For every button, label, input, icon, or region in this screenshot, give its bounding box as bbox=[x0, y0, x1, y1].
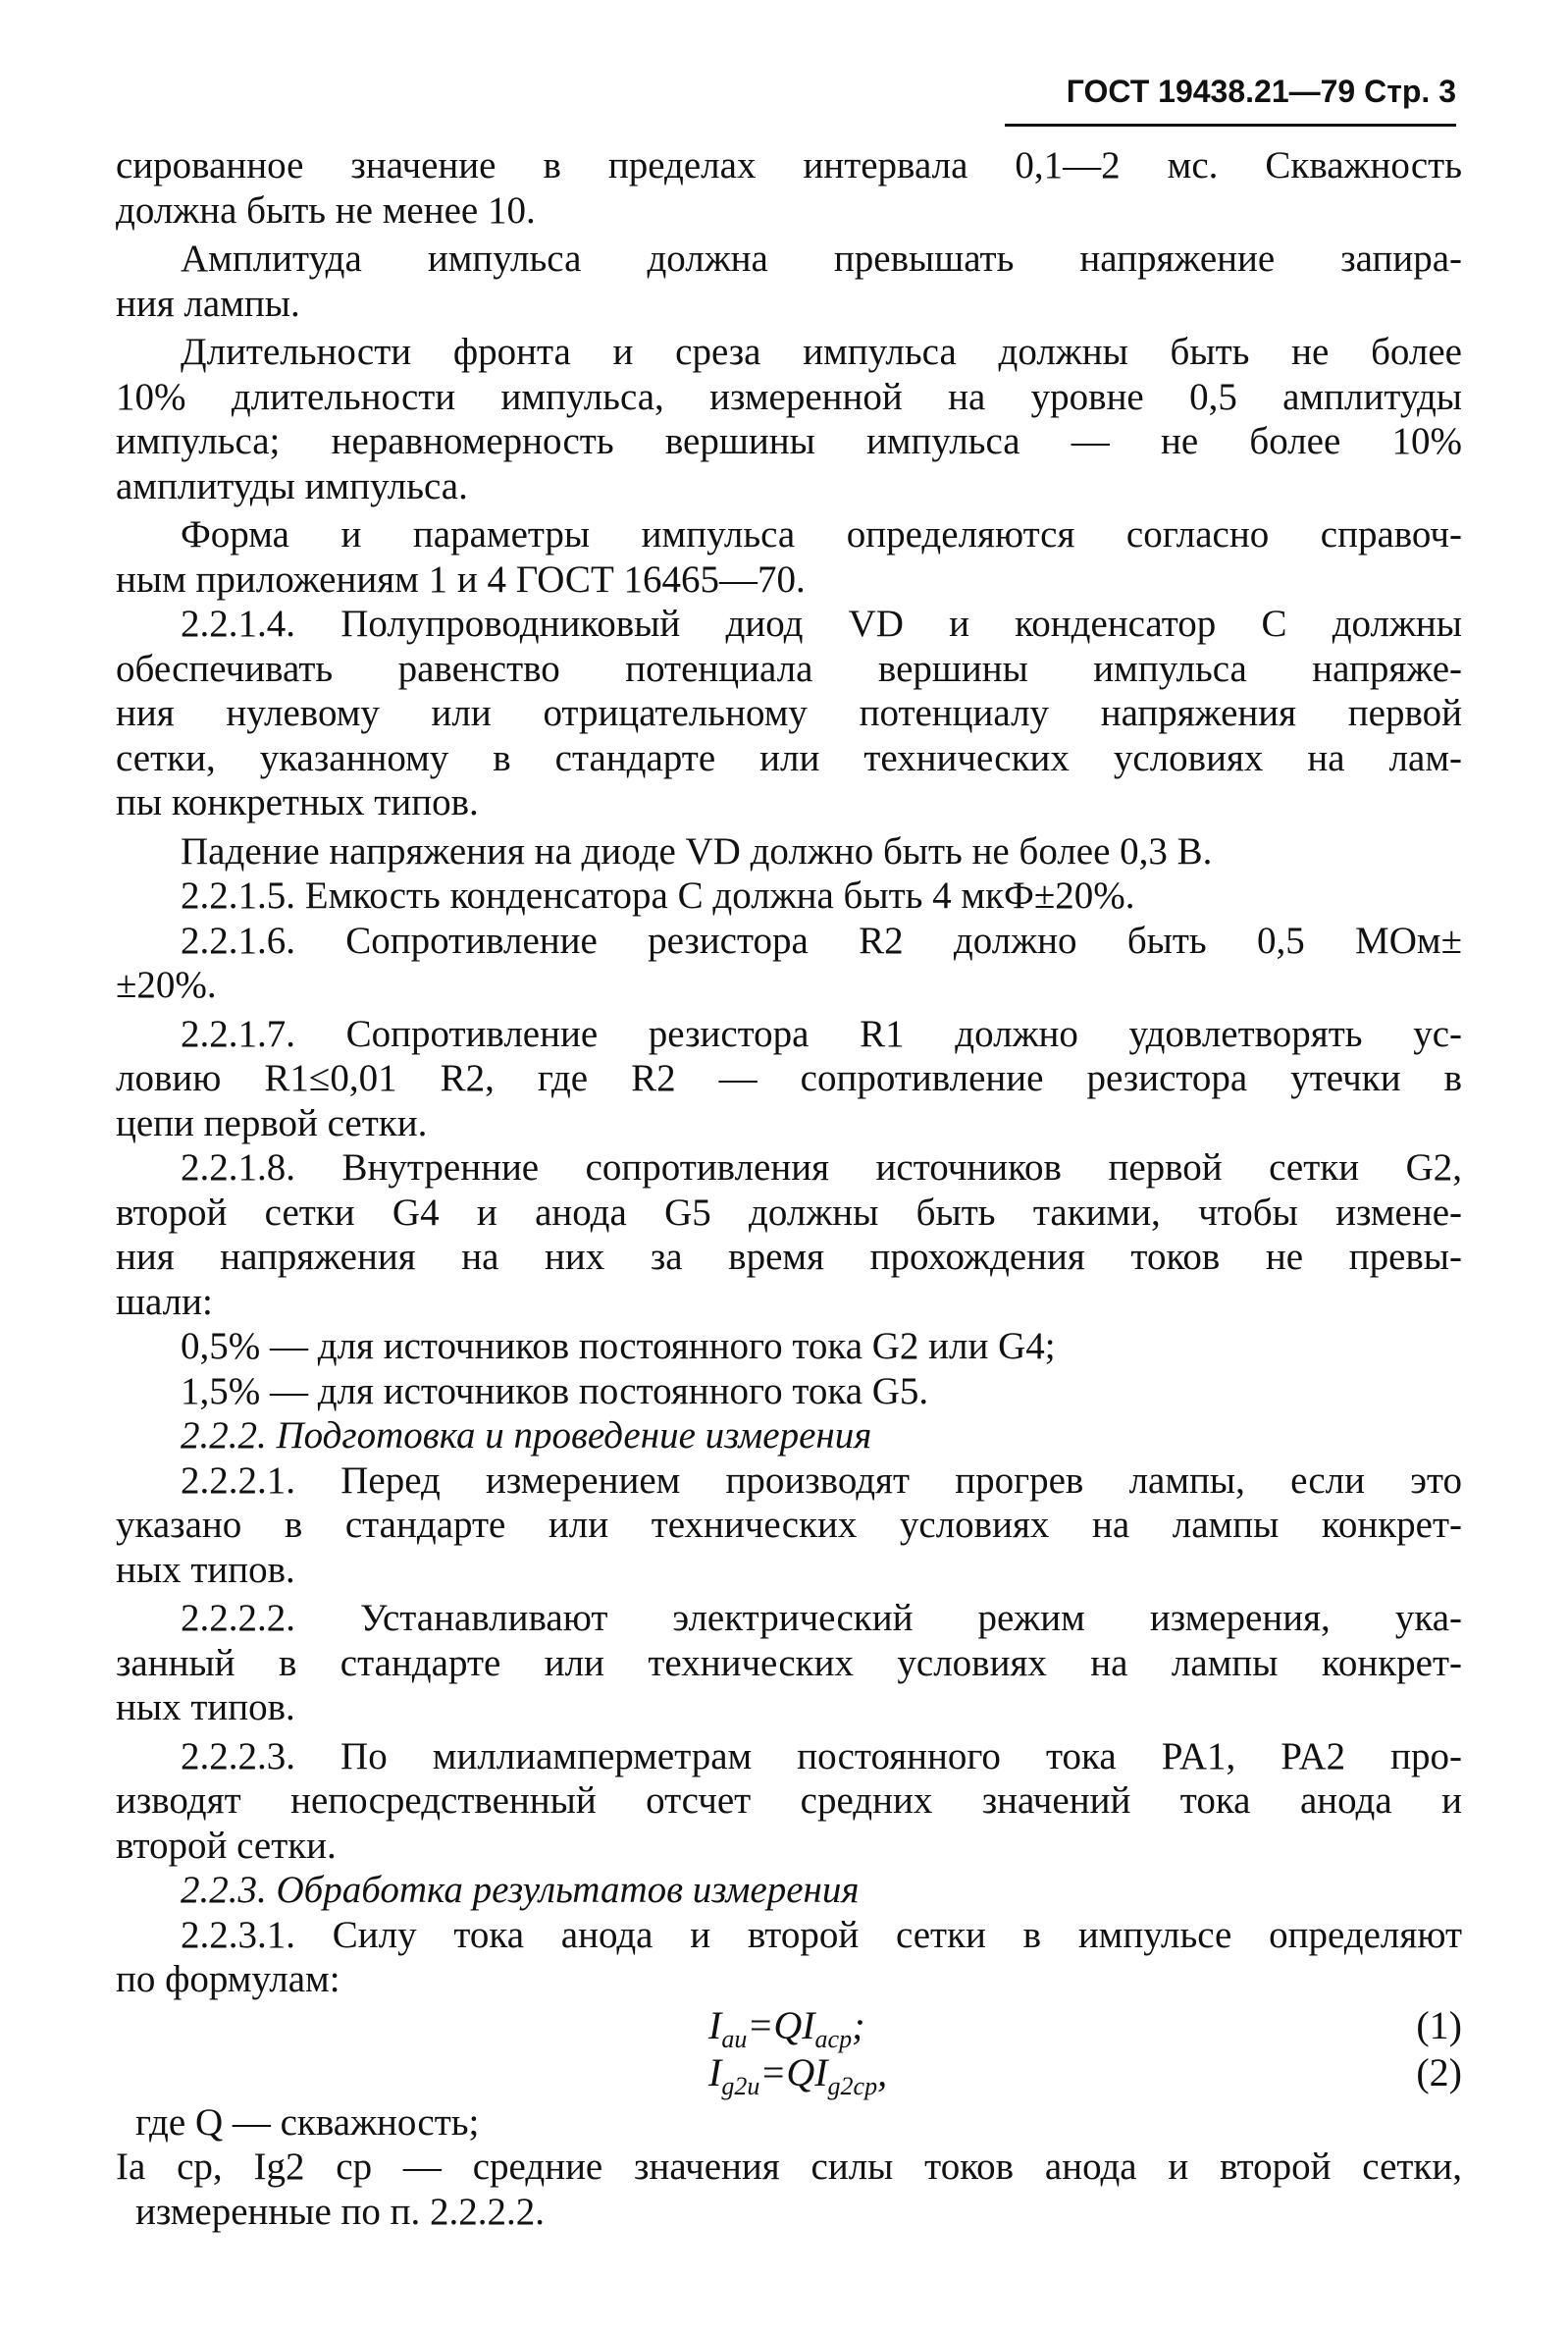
document-body bbox=[116, 143, 1462, 2234]
text-line: указано в стандарте или технических условиях на лампы конкрет- bbox=[116, 1504, 1462, 1546]
text-line: ных типов. bbox=[116, 1548, 295, 1591]
text-line: Амплитуда импульса должна превышать напряжение запира- bbox=[181, 238, 1462, 280]
text-line: 2.2.1.4. Полупроводниковый диод VD и конденсатор С должны bbox=[181, 603, 1462, 645]
text-line: 2.2.2.1. Перед измерением производят прогрев лампы, если это bbox=[181, 1458, 1462, 1502]
text-line: 2.2.2.3. По миллиамперметрам постоянного тока PA1, PA2 про- bbox=[181, 1734, 1462, 1777]
page-header: ГОСТ 19438.21—79 Стр. 3 bbox=[1005, 67, 1456, 127]
formula-1-expression: $I_{аи}=QI_{аср}$; bbox=[708, 2002, 865, 2053]
text-line: измеренные по п. 2.2.2.2. bbox=[135, 2190, 546, 2233]
text-line: 0,5% — для источников постоянного тока G2 или G4; bbox=[181, 1325, 1056, 1367]
text-line: второй сетки. bbox=[116, 1824, 337, 1867]
text-line: ±20%. bbox=[116, 964, 217, 1006]
text-line: шали: bbox=[116, 1280, 213, 1323]
text-line: амплитуды импульса. bbox=[116, 464, 468, 507]
formula-2-number: (2) bbox=[1416, 2049, 1462, 2094]
text-line: Длительности фронта и среза импульса должны быть не более bbox=[181, 331, 1462, 373]
text-line: сированное значение в пределах интервала 0,1—2 мс. Скважность bbox=[116, 144, 1462, 186]
section-heading: 2.2.2. Подготовка и проведение измерения bbox=[181, 1414, 872, 1457]
text-line: ловию R1≤0,01 R2, где R2 — сопротивление резистора утечки в bbox=[116, 1057, 1462, 1099]
text-line: ным приложениям 1 и 4 ГОСТ 16465—70. bbox=[116, 557, 806, 601]
text-line: где Q — скважность; bbox=[135, 2100, 480, 2144]
text-line: ния нулевому или отрицательному потенциалу напряжения первой bbox=[116, 692, 1462, 734]
text-line: ния лампы. bbox=[116, 282, 300, 325]
text-line: цепи первой сетки. bbox=[116, 1101, 428, 1144]
text-line: ния напряжения на них за время прохождения токов не превы- bbox=[116, 1236, 1462, 1278]
text-line: занный в стандарте или технических условиях на лампы конкрет- bbox=[116, 1641, 1462, 1684]
text-line: сетки, указанному в стандарте или технических условиях на лам- bbox=[116, 736, 1462, 779]
text-line: Iа ср, Ig2 ср — средние значения силы токов анода и второй сетки, bbox=[116, 2146, 1462, 2188]
formula-1 bbox=[116, 2002, 1462, 2053]
text-line: 2.2.1.5. Емкость конденсатора С должна быть 4 мкФ±20%. bbox=[181, 874, 1135, 917]
text-line: 2.2.2.2. Устанавливают электрический режим измерения, ука- bbox=[181, 1597, 1462, 1639]
text-line: должна быть не менее 10. bbox=[116, 188, 536, 232]
section-heading: 2.2.3. Обработка результатов измерения bbox=[181, 1869, 860, 1911]
text-line: 2.2.1.7. Сопротивление резистора R1 должно удовлетворять ус- bbox=[181, 1012, 1462, 1055]
text-line: Форма и параметры импульса определяются согласно справоч- bbox=[181, 513, 1462, 556]
text-line: изводят непосредственный отсчет средних значений тока анода и bbox=[116, 1779, 1462, 1822]
text-line: 1,5% — для источников постоянного тока G5. bbox=[181, 1369, 929, 1412]
text-line: 2.2.1.8. Внутренние сопротивления источников первой сетки G2, bbox=[181, 1146, 1462, 1189]
text-line: ных типов. bbox=[116, 1686, 295, 1728]
text-line: 2.2.3.1. Силу тока анода и второй сетки в импульсе определяют bbox=[181, 1913, 1462, 1956]
text-line: 2.2.1.6. Сопротивление резистора R2 должно быть 0,5 МОм± bbox=[181, 919, 1462, 962]
text-line: Падение напряжения на диоде VD должно быть не более 0,3 В. bbox=[181, 829, 1213, 873]
formula-1-number: (1) bbox=[1416, 2002, 1462, 2047]
formula-2-expression: $I_{g2и}=QI_{g2ср}$, bbox=[708, 2049, 888, 2100]
formula-2 bbox=[116, 2049, 1462, 2100]
text-line: импульса; неравномерность вершины импульса — не более 10% bbox=[116, 420, 1462, 462]
text-line: второй сетки G4 и анода G5 должны быть такими, чтобы измене- bbox=[116, 1191, 1462, 1234]
text-line: по формулам: bbox=[116, 1958, 340, 2000]
text-line: пы конкретных типов. bbox=[116, 781, 479, 823]
text-line: обеспечивать равенство потенциала вершины импульса напряже- bbox=[116, 647, 1462, 690]
text-line: 10% длительности импульса, измеренной на уровне 0,5 амплитуды bbox=[116, 375, 1462, 418]
